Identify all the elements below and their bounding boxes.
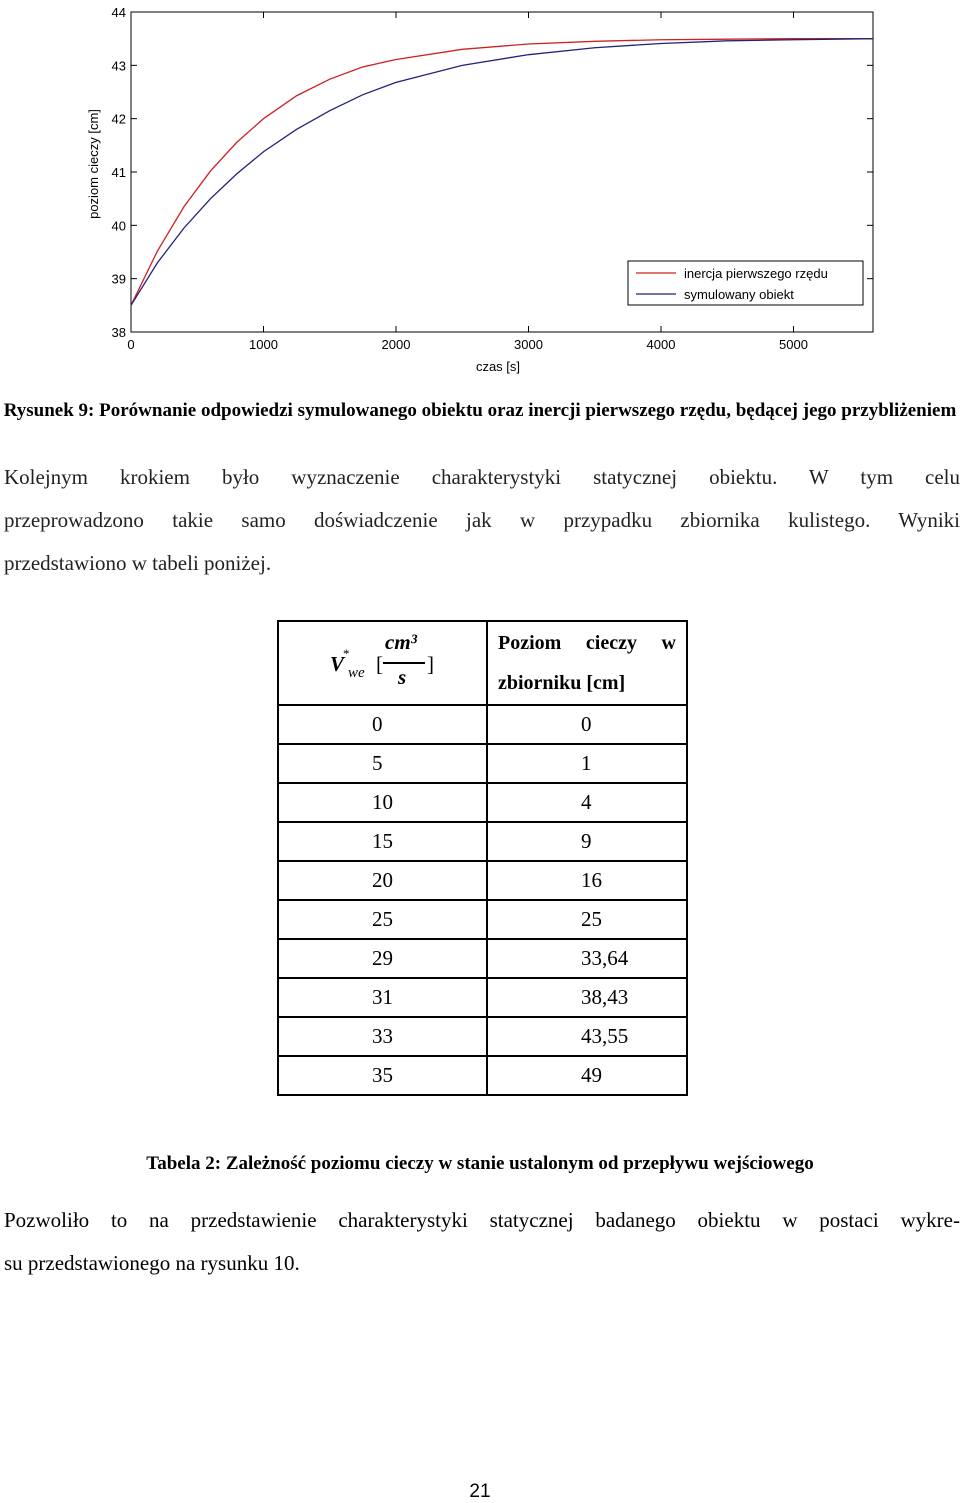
y-tick-label: 41 (111, 165, 126, 180)
paragraph-1-line: przeprowadzono takie samo doświadczenie jak w przypadku zbiornika kulistego. Wyniki (4, 508, 960, 532)
legend-label: inercja pierwszego rzędu (684, 266, 828, 281)
table-header-row (278, 621, 687, 705)
bracket-close: ] (427, 652, 434, 676)
inflow-symbol (279, 622, 486, 704)
x-tick-label: 4000 (646, 337, 676, 352)
cell-inflow: 10 (278, 783, 487, 822)
cell-level: 16 (487, 861, 687, 900)
cell-level: 49 (487, 1056, 687, 1095)
cell-level: 38,43 (487, 978, 687, 1017)
cell-inflow: 5 (278, 744, 487, 783)
page-number: 21 (469, 1481, 491, 1502)
x-tick-label: 2000 (381, 337, 411, 352)
symbol-superscript: * (343, 646, 350, 661)
data-table (277, 620, 688, 1096)
x-tick-label: 0 (127, 337, 135, 352)
cell-inflow: 15 (278, 822, 487, 861)
cell-inflow: 35 (278, 1056, 487, 1095)
header-level-line: zbiorniku [cm] (498, 672, 626, 694)
cell-inflow: 20 (278, 861, 487, 900)
paragraph-1-line: Kolejnym krokiem było wyznaczenie charakterystyki statycznej obiektu. W tym celu (4, 465, 960, 489)
table-row (278, 861, 687, 900)
response-chart (0, 0, 960, 380)
paragraph-1-line: przedstawiono w tabeli poniżej. (4, 551, 272, 575)
cell-level: 4 (487, 783, 687, 822)
table-row (278, 900, 687, 939)
bracket-open: [ (376, 652, 383, 676)
cell-inflow: 0 (278, 705, 487, 744)
header-level-line: Poziom cieczy w (498, 632, 676, 654)
table-row (278, 1056, 687, 1095)
figure-caption-text: Rysunek 9: Porównanie odpowiedzi symulowanego obiektu oraz inercji pierwszego rzędu, będącej jego przybliżeniem (3, 400, 957, 421)
y-tick-label: 40 (111, 218, 126, 234)
cell-level: 25 (487, 900, 687, 939)
figure-caption (0, 392, 960, 430)
table-caption-text: Tabela 2: Zależność poziomu cieczy w stanie ustalonym od przepływu wejściowego (146, 1153, 814, 1174)
table-row (278, 744, 687, 783)
table-row (278, 705, 687, 744)
unit-denominator: s (398, 665, 407, 689)
paragraph-2-line: Pozwoliło to na przedstawienie charakterystyki statycznej badanego obiektu w postaci wykre- (4, 1208, 960, 1232)
table-row (278, 939, 687, 978)
x-tick-label: 3000 (514, 337, 543, 352)
y-tick-label: 42 (111, 111, 126, 127)
cell-level: 9 (487, 822, 687, 861)
cell-level: 33,64 (487, 939, 687, 978)
y-tick-label: 39 (111, 271, 126, 287)
cell-level: 43,55 (487, 1017, 687, 1056)
y-tick-label: 43 (111, 58, 126, 74)
paragraph-1 (4, 456, 960, 585)
y-tick-label: 38 (111, 325, 126, 340)
symbol-subscript: we (348, 665, 365, 681)
cell-inflow: 31 (278, 978, 487, 1017)
cell-inflow: 33 (278, 1017, 487, 1056)
y-axis-label: poziom cieczy [cm] (86, 109, 101, 219)
cell-inflow: 29 (278, 939, 487, 978)
cell-level: 0 (487, 705, 687, 744)
fraction-bar (383, 662, 425, 664)
legend-label: symulowany obiekt (684, 287, 794, 302)
y-tick-label: 44 (111, 5, 126, 20)
x-axis-label: czas [s] (475, 359, 521, 374)
table-row (278, 978, 687, 1017)
x-tick-label: 5000 (779, 337, 808, 352)
table-row (278, 783, 687, 822)
symbol-v: V (330, 652, 345, 676)
table-row (278, 822, 687, 861)
paragraph-2-line: su przedstawionego na rysunku 10. (4, 1251, 300, 1275)
x-tick-label: 1000 (249, 337, 278, 352)
table-row (278, 1017, 687, 1056)
header-inflow (278, 621, 487, 705)
table-caption (0, 1150, 960, 1178)
cell-level: 1 (487, 744, 687, 783)
paragraph-2 (4, 1199, 960, 1285)
cell-inflow: 25 (278, 900, 487, 939)
chart-svg (0, 0, 960, 380)
unit-numerator: cm³ (385, 630, 417, 654)
header-level (487, 621, 687, 705)
